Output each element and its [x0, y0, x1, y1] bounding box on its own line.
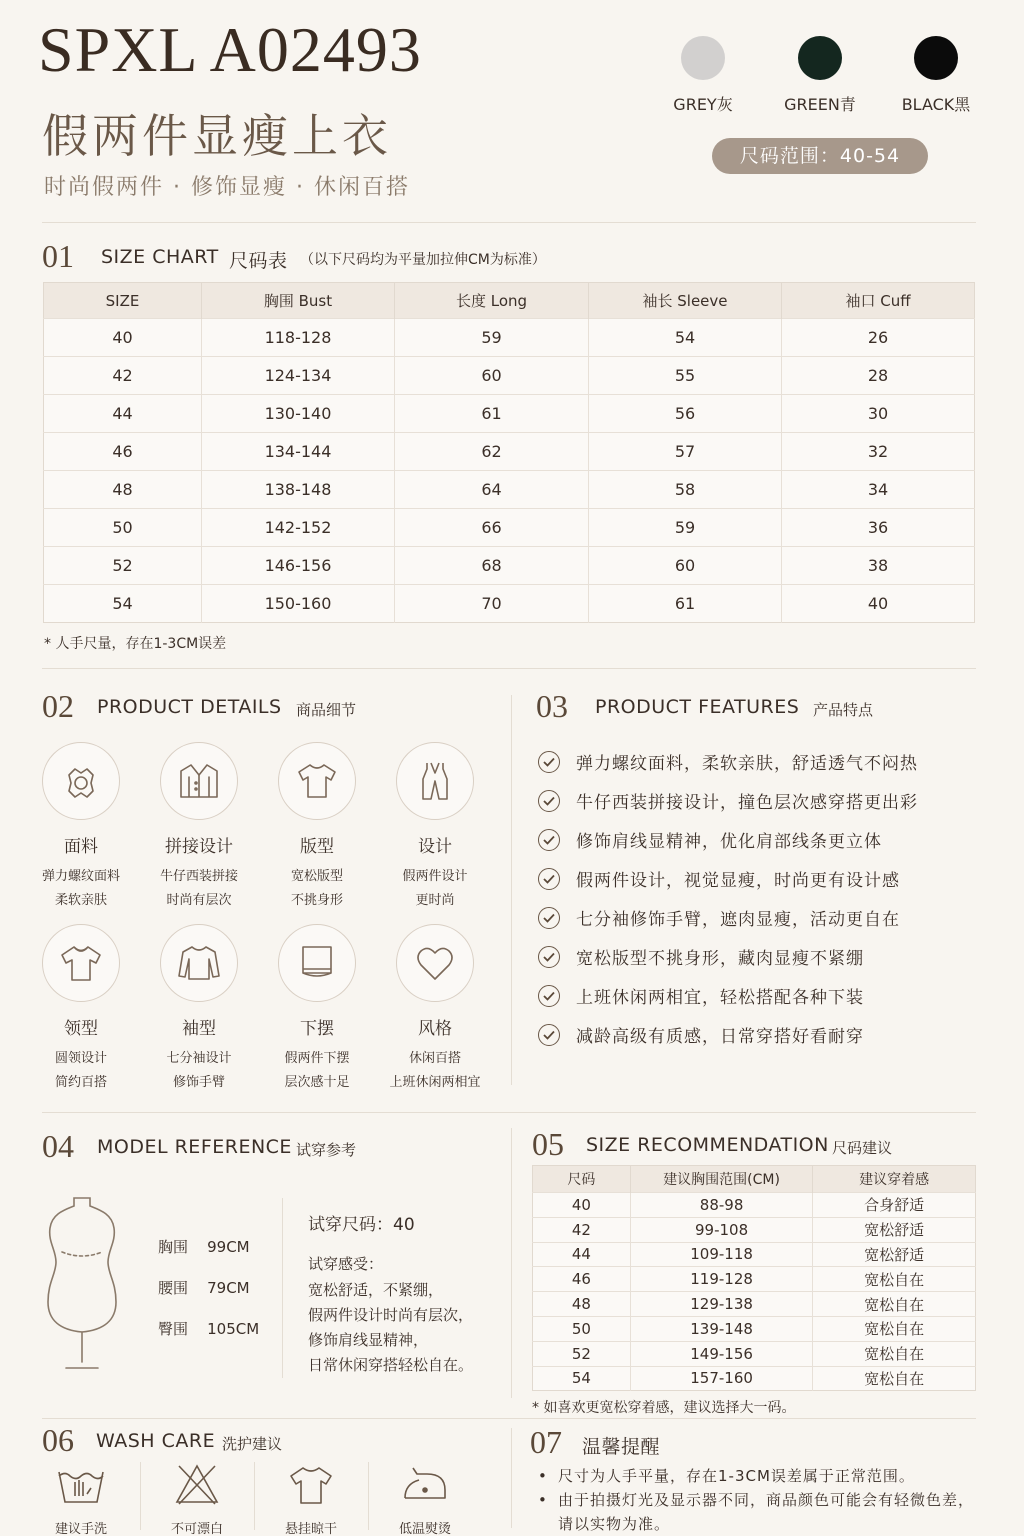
feature-item — [538, 976, 978, 1015]
feature-item — [538, 937, 978, 976]
table-row — [533, 1267, 976, 1292]
vest-icon — [396, 742, 474, 820]
table-cell: 54 — [533, 1366, 631, 1391]
divider — [42, 222, 976, 223]
section-title-cn: 产品特点 — [813, 701, 874, 719]
table-cell: 119-128 — [630, 1267, 813, 1292]
table-row — [44, 585, 975, 623]
swatch-dot — [914, 36, 958, 80]
detail-desc-line: 假两件下摆 — [284, 1051, 350, 1066]
color-swatch-grey[interactable] — [681, 36, 725, 80]
table-cell: 36 — [782, 509, 975, 547]
table-cell: 宽松自在 — [813, 1366, 976, 1391]
list-item — [538, 1464, 978, 1488]
feel-line: 假两件设计时尚有层次， — [308, 1306, 474, 1324]
recommendation-note: * 如喜欢更宽松穿着感，建议选择大一码。 — [532, 1400, 796, 1416]
divider — [42, 1112, 976, 1113]
detail-name: 拼接设计 — [165, 837, 233, 857]
size-chart-subtitle: （以下尺码均为平量加拉伸CM为标准） — [300, 252, 546, 268]
table-cell: 48 — [533, 1292, 631, 1317]
table-cell: 46 — [533, 1267, 631, 1292]
detail-desc-line: 假两件设计 — [402, 869, 468, 884]
no-bleach-icon — [171, 1462, 223, 1508]
detail-desc-line: 上班休闲两相宜 — [389, 1075, 481, 1090]
table-cell: 30 — [782, 395, 975, 433]
table-cell: 40 — [533, 1193, 631, 1218]
detail-desc — [376, 865, 494, 913]
vertical-divider — [140, 1462, 141, 1530]
detail-desc-line: 柔软亲肤 — [54, 893, 107, 908]
table-row — [44, 547, 975, 585]
table-cell: 157-160 — [630, 1366, 813, 1391]
detail-item — [258, 742, 376, 913]
detail-name: 袖型 — [182, 1019, 216, 1039]
table-row — [533, 1292, 976, 1317]
table-cell: 40 — [44, 319, 202, 357]
detail-desc-line: 宽松版型 — [290, 869, 343, 884]
dress-form-icon — [44, 1192, 120, 1372]
check-icon — [538, 829, 560, 851]
heart-icon — [396, 924, 474, 1002]
detail-desc-line: 层次感十足 — [284, 1075, 350, 1090]
section-title-cn: 商品细节 — [296, 701, 357, 719]
table-row — [533, 1366, 976, 1391]
table-cell: 34 — [782, 471, 975, 509]
section-title: SIZE RECOMMENDATION — [586, 1134, 829, 1156]
feature-text: 修饰肩线显精神，优化肩部线条更立体 — [576, 832, 882, 852]
table-cell: 60 — [395, 357, 589, 395]
detail-name: 风格 — [418, 1019, 452, 1039]
feel-line: 日常休闲穿搭轻松自在。 — [308, 1356, 474, 1374]
size-recommendation-table — [532, 1165, 976, 1391]
color-swatch-black[interactable] — [914, 36, 958, 80]
column-header: 建议胸围范围(CM) — [630, 1166, 813, 1193]
wash-label: 悬挂晾干 — [284, 1522, 337, 1536]
divider — [42, 668, 976, 669]
table-row — [533, 1242, 976, 1267]
measurement-label: 胸围 — [158, 1238, 189, 1256]
table-cell: 52 — [533, 1341, 631, 1366]
feel-line: 修饰肩线显精神， — [308, 1331, 429, 1349]
feel-text — [308, 1278, 473, 1378]
table-cell: 42 — [533, 1217, 631, 1242]
size-chart-note: * 人手尺量，存在1-3CM误差 — [44, 636, 227, 652]
detail-desc — [258, 865, 376, 913]
feature-text: 牛仔西装拼接设计，撞色层次感穿搭更出彩 — [576, 793, 918, 813]
measurement-value: 79CM — [207, 1279, 250, 1297]
table-cell: 129-138 — [630, 1292, 813, 1317]
table-cell: 52 — [44, 547, 202, 585]
table-cell: 宽松自在 — [813, 1316, 976, 1341]
table-cell: 宽松自在 — [813, 1292, 976, 1317]
feature-text: 减龄高级有质感，日常穿搭好看耐穿 — [576, 1027, 864, 1047]
table-cell: 40 — [782, 585, 975, 623]
table-cell: 150-160 — [202, 585, 395, 623]
table-cell: 50 — [533, 1316, 631, 1341]
check-icon — [538, 985, 560, 1007]
check-icon — [538, 751, 560, 773]
swatch-dot — [681, 36, 725, 80]
detail-item — [140, 742, 258, 913]
section-number: 05 — [532, 1126, 564, 1162]
table-cell: 55 — [589, 357, 782, 395]
measurement-value: 99CM — [207, 1238, 250, 1256]
table-cell: 118-128 — [202, 319, 395, 357]
measurement-row — [158, 1277, 250, 1298]
table-cell: 54 — [589, 319, 782, 357]
section-title-cn: 试穿参考 — [296, 1141, 357, 1159]
wash-item — [256, 1462, 366, 1536]
check-icon — [538, 907, 560, 929]
vertical-divider — [511, 1428, 512, 1528]
section-number: 01 — [42, 238, 74, 274]
feature-item — [538, 859, 978, 898]
jacket-icon — [160, 742, 238, 820]
check-icon — [538, 790, 560, 812]
vertical-divider — [511, 1128, 512, 1398]
wash-label: 建议手洗 — [54, 1522, 107, 1536]
detail-desc-line: 弹力螺纹面料 — [41, 869, 120, 884]
table-cell: 44 — [533, 1242, 631, 1267]
tip-text: 尺寸为人手平量，存在1-3CM误差属于正常范围。 — [558, 1467, 915, 1485]
table-row — [44, 471, 975, 509]
table-cell: 62 — [395, 433, 589, 471]
table-cell: 64 — [395, 471, 589, 509]
feature-item — [538, 820, 978, 859]
detail-desc-line: 不挑身形 — [290, 893, 343, 908]
vertical-divider — [368, 1462, 369, 1530]
section-title: 温馨提醒 — [582, 1436, 661, 1458]
check-icon — [538, 1024, 560, 1046]
detail-desc — [376, 1047, 494, 1095]
measurement-row — [158, 1236, 250, 1257]
column-header: 尺码 — [533, 1166, 631, 1193]
section-title: WASH CARE — [96, 1430, 216, 1452]
table-cell: 57 — [589, 433, 782, 471]
detail-item — [22, 924, 140, 1095]
table-cell: 59 — [395, 319, 589, 357]
hang-dry-icon — [285, 1462, 337, 1508]
detail-name: 设计 — [418, 837, 452, 857]
feature-text: 宽松版型不挑身形，藏肉显瘦不紧绷 — [576, 949, 864, 969]
detail-name: 面料 — [64, 837, 98, 857]
divider — [42, 1418, 976, 1419]
wash-label: 低温熨烫 — [398, 1522, 451, 1536]
vertical-divider — [282, 1198, 283, 1378]
table-cell: 70 — [395, 585, 589, 623]
detail-desc — [22, 865, 140, 913]
detail-desc-line: 休闲百搭 — [408, 1051, 461, 1066]
color-label-green: GREEN青 — [784, 95, 856, 114]
column-header: 袖长 Sleeve — [589, 283, 782, 319]
table-cell: 宽松舒适 — [813, 1242, 976, 1267]
section-title-cn: 尺码表 — [229, 250, 288, 272]
table-cell: 46 — [44, 433, 202, 471]
detail-desc-line: 更时尚 — [415, 893, 455, 908]
detail-desc-line: 修饰手臂 — [172, 1075, 225, 1090]
table-cell: 59 — [589, 509, 782, 547]
table-header-row — [44, 283, 975, 319]
table-cell: 109-118 — [630, 1242, 813, 1267]
table-header-row — [533, 1166, 976, 1193]
swatch-dot — [798, 36, 842, 80]
table-cell: 60 — [589, 547, 782, 585]
feature-list — [538, 742, 978, 1054]
feel-title: 试穿感受： — [308, 1255, 384, 1273]
feature-text: 上班休闲两相宜，轻松搭配各种下装 — [576, 988, 864, 1008]
check-icon — [538, 946, 560, 968]
table-cell: 99-108 — [630, 1217, 813, 1242]
fabric-icon — [42, 742, 120, 820]
section-title-cn: 洗护建议 — [222, 1435, 283, 1453]
size-range-badge: 尺码范围：40-54 — [712, 138, 928, 174]
section-number: 06 — [42, 1422, 74, 1458]
table-cell: 139-148 — [630, 1316, 813, 1341]
table-cell: 124-134 — [202, 357, 395, 395]
table-cell: 合身舒适 — [813, 1193, 976, 1218]
table-cell: 130-140 — [202, 395, 395, 433]
table-row — [533, 1341, 976, 1366]
table-cell: 宽松自在 — [813, 1267, 976, 1292]
table-cell: 61 — [395, 395, 589, 433]
measurement-label: 腰围 — [158, 1279, 189, 1297]
detail-desc — [140, 1047, 258, 1095]
measurement-label: 臀围 — [158, 1320, 189, 1338]
wash-item — [370, 1462, 480, 1536]
vertical-divider — [254, 1462, 255, 1530]
section-title: SIZE CHART — [101, 246, 219, 268]
table-cell: 26 — [782, 319, 975, 357]
detail-name: 下摆 — [300, 1019, 334, 1039]
wash-item — [26, 1462, 136, 1536]
detail-item — [376, 924, 494, 1095]
table-cell: 88-98 — [630, 1193, 813, 1218]
table-cell: 146-156 — [202, 547, 395, 585]
feature-item — [538, 781, 978, 820]
table-cell: 142-152 — [202, 509, 395, 547]
size-chart-table — [43, 282, 975, 623]
detail-desc — [22, 1047, 140, 1095]
bullet-icon: • — [538, 1467, 548, 1485]
iron-low-icon — [399, 1462, 451, 1508]
table-cell: 48 — [44, 471, 202, 509]
detail-item — [22, 742, 140, 913]
product-title: 假两件显瘦上衣 — [42, 109, 392, 163]
wash-item — [142, 1462, 252, 1536]
table-cell: 56 — [589, 395, 782, 433]
table-cell: 32 — [782, 433, 975, 471]
detail-desc-line: 牛仔西装拼接 — [159, 869, 238, 884]
table-row — [533, 1316, 976, 1341]
section-number: 04 — [42, 1128, 74, 1164]
section-title: PRODUCT FEATURES — [595, 696, 800, 718]
bullet-icon: • — [538, 1491, 548, 1509]
feel-line: 宽松舒适，不紧绷， — [308, 1281, 444, 1299]
section-title: MODEL REFERENCE — [97, 1136, 292, 1158]
table-row — [533, 1217, 976, 1242]
column-header: SIZE — [44, 283, 202, 319]
section-number: 02 — [42, 688, 74, 724]
section-title-cn: 尺码建议 — [832, 1139, 893, 1157]
detail-item — [258, 924, 376, 1095]
detail-desc — [140, 865, 258, 913]
detail-desc-line: 时尚有层次 — [166, 893, 232, 908]
table-cell: 58 — [589, 471, 782, 509]
wash-label: 不可漂白 — [170, 1522, 223, 1536]
table-cell: 61 — [589, 585, 782, 623]
detail-name: 版型 — [300, 837, 334, 857]
table-cell: 38 — [782, 547, 975, 585]
feature-item — [538, 742, 978, 781]
section-number: 03 — [536, 688, 568, 724]
hand-wash-icon — [55, 1462, 107, 1508]
tshirt-icon — [278, 742, 356, 820]
table-row — [44, 433, 975, 471]
feature-text: 假两件设计，视觉显瘦，时尚更有设计感 — [576, 871, 900, 891]
sleeve-icon — [160, 924, 238, 1002]
column-header: 袖口 Cuff — [782, 283, 975, 319]
table-row — [44, 357, 975, 395]
hem-icon — [278, 924, 356, 1002]
table-row — [44, 509, 975, 547]
feature-item — [538, 1015, 978, 1054]
check-icon — [538, 868, 560, 890]
table-cell: 28 — [782, 357, 975, 395]
section-title: PRODUCT DETAILS — [97, 696, 282, 718]
table-cell: 68 — [395, 547, 589, 585]
model-number: SPXL A02493 — [38, 14, 422, 85]
table-cell: 138-148 — [202, 471, 395, 509]
table-cell: 149-156 — [630, 1341, 813, 1366]
detail-item — [140, 924, 258, 1095]
table-cell: 50 — [44, 509, 202, 547]
list-item — [538, 1488, 978, 1536]
vertical-divider — [511, 695, 512, 1085]
color-label-grey: GREY灰 — [673, 95, 733, 114]
feature-text: 弹力螺纹面料，柔软亲肤，舒适透气不闷热 — [576, 754, 918, 774]
collar-icon — [42, 924, 120, 1002]
section-number: 07 — [530, 1424, 562, 1460]
table-cell: 66 — [395, 509, 589, 547]
table-cell: 44 — [44, 395, 202, 433]
tips-list — [538, 1464, 978, 1536]
detail-name: 领型 — [64, 1019, 98, 1039]
table-cell: 134-144 — [202, 433, 395, 471]
column-header: 长度 Long — [395, 283, 589, 319]
tip-text: 由于拍摄灯光及显示器不同，商品颜色可能会有轻微色差，请以实物为准。 — [558, 1491, 975, 1533]
measurement-row — [158, 1318, 259, 1339]
feature-text: 七分袖修饰手臂，遮肉显瘦，活动更自在 — [576, 910, 900, 930]
detail-desc-line: 简约百搭 — [54, 1075, 107, 1090]
color-swatch-green[interactable] — [798, 36, 842, 80]
product-tagline: 时尚假两件 · 修饰显瘦 · 休闲百搭 — [44, 175, 410, 200]
column-header: 胸围 Bust — [202, 283, 395, 319]
detail-desc — [258, 1047, 376, 1095]
column-header: 建议穿着感 — [813, 1166, 976, 1193]
detail-item — [376, 742, 494, 913]
table-cell: 42 — [44, 357, 202, 395]
measurement-value: 105CM — [207, 1320, 260, 1338]
detail-desc-line: 圆领设计 — [54, 1051, 107, 1066]
color-label-black: BLACK黑 — [901, 95, 971, 114]
feature-item — [538, 898, 978, 937]
table-cell: 宽松自在 — [813, 1341, 976, 1366]
table-cell: 54 — [44, 585, 202, 623]
table-cell: 宽松舒适 — [813, 1217, 976, 1242]
table-row — [44, 319, 975, 357]
detail-desc-line: 七分袖设计 — [166, 1051, 232, 1066]
table-row — [533, 1193, 976, 1218]
try-size: 试穿尺码：40 — [308, 1215, 415, 1235]
table-row — [44, 395, 975, 433]
